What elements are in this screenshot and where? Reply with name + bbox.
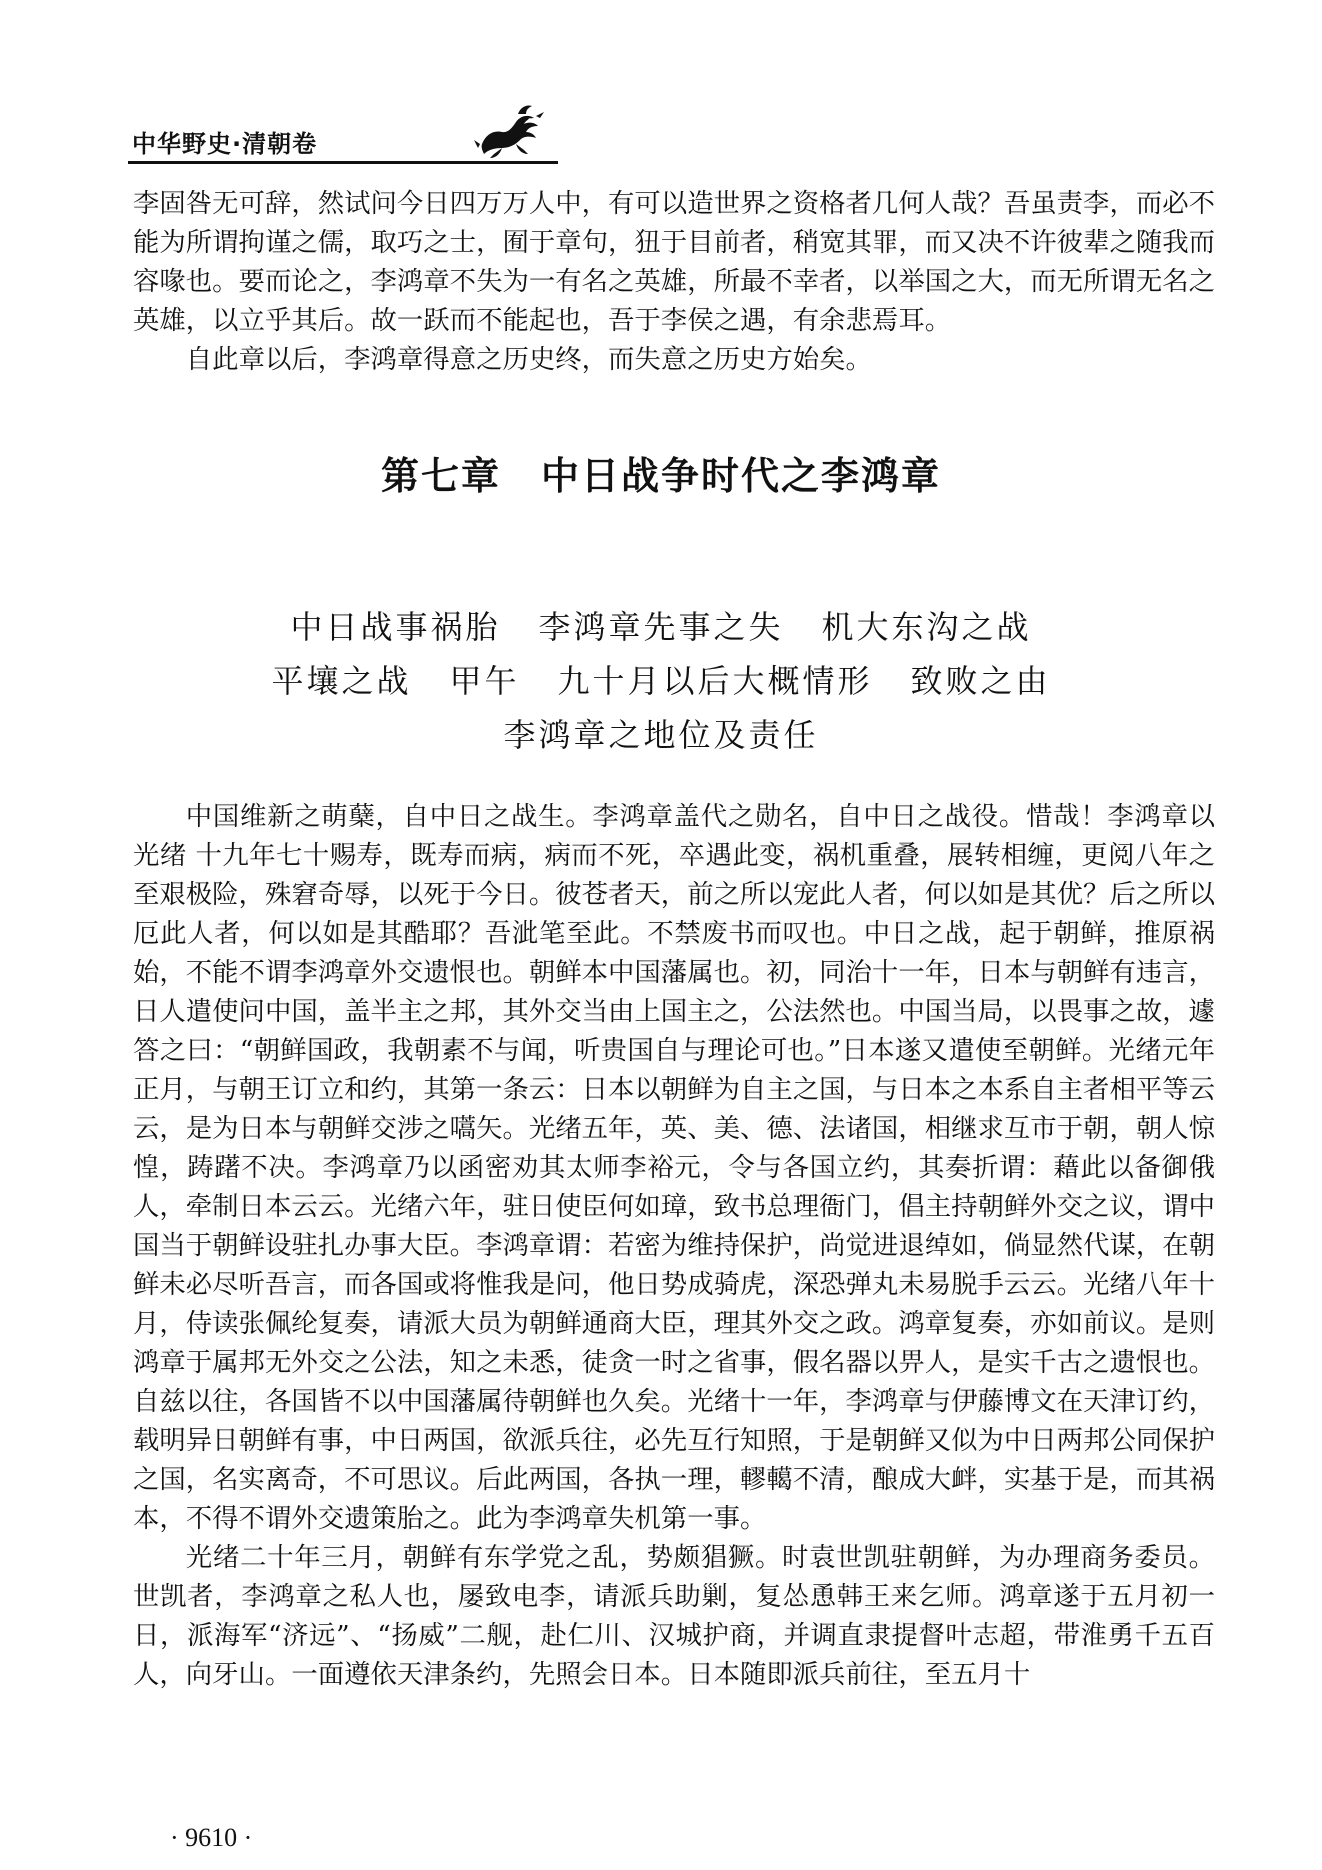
dragon-emblem-icon <box>472 100 552 162</box>
body-text <box>133 797 1215 1694</box>
subtitle-line-1 <box>0 600 1322 654</box>
subtitle-item: 九十月以后大概情形 <box>557 662 873 700</box>
body-paragraph-2: 光绪二十年三月，朝鲜有东学党之乱，势颇猖獗。时袁世凯驻朝鲜，为办理商务委员。世凯者，李鸿章之私人也，屡致电李，请派兵助剿，复怂恿韩王来乞师。鸿章遂于五月初一日，派海军“济远”、“扬威”二舰，赴仁川、汉城护商，并调直隶提督叶志超，带淮勇千五百人，向牙山。一面遵依天津条约，先照会日本。日本随即派兵前往，至五月十 <box>133 1542 1215 1690</box>
subtitle-item: 李鸿章先事之失 <box>538 608 784 646</box>
book-title: 中华野史·清朝卷 <box>132 130 318 158</box>
intro-paragraph-1: 李固咎无可辞，然试问今日四万万人中，有可以造世界之资格者几何人哉？吾虽责李，而必不能为所谓拘谨之儒，取巧之士，囿于章句，狃于目前者，稍宽其罪，而又决不许彼辈之随我而容喙也。要而论之，李鸿章不失为一有名之英雄，所最不幸者，以举国之大，而无所谓无名之英雄，以立乎其后。故一跃而不能起也，吾于李侯之遇，有余悲焉耳。 <box>133 188 1216 336</box>
body-paragraph-1: 中国维新之萌蘖，自中日之战生。李鸿章盖代之勋名，自中日之战役。惜哉！李鸿章以光绪 十九年七十赐寿，既寿而病，病而不死，卒遇此变，祸机重叠，展转相缠，更阅八年之至艰极险，殊窘奇辱，以死于今日。彼苍者天，前之所以宠此人者，何以如是其优？后之所以厄此人者，何以如是其酷耶？吾泚笔至此。不禁废书而叹也。中日之战，起于朝鲜，推原祸始，不能不谓李鸿章外交遗恨也。朝鲜本中国藩属也。初，同治十一年，日本与朝鲜有违言，日人遣使问中国，盖半主之邦，其外交当由上国主之，公法然也。中国当局，以畏事之故，遽答之曰：“朝鲜国政，我朝素不与闻，听贵国自与理论可也。”日本遂又遣使至朝鲜。光绪元年正月，与朝王订立和约，其第一条云：日本以朝鲜为自主之国，与日本之本系自主者相平等云云，是为日本与朝鲜交涉之嚆矢。光绪五年，英、美、德、法诸国，相继求互市于朝，朝人惊惶，踌躇不决。李鸿章乃以函密劝其太师李裕元，令与各国立约，其奏折谓：藉此以备御俄人，牵制日本云云。光绪六年，驻日使臣何如璋，致书总理衙门，倡主持朝鲜外交之议，谓中国当于朝鲜设驻扎办事大臣。李鸿章谓：若密为维持保护，尚觉进退绰如，倘显然代谋，在朝鲜未必尽听吾言，而各国或将惟我是问，他日势成骑虎，深恐弹丸未易脱手云云。光绪八年十月，侍读张佩纶复奏，请派大员为朝鲜通商大臣，理其外交之政。鸿章复奏，亦如前议。是则鸿章于属邦无外交之公法，知之未悉，徒贪一时之省事，假名器以畀人，是实千古之遗恨也。自兹以往，各国皆不以中国藩属待朝鲜也久矣。光绪十一年，李鸿章与伊藤博文在天津订约，载明异日朝鲜有事，中日两国，欲派兵往，必先互行知照，于是朝鲜又似为中日两邦公同保护之国，名实离奇，不可思议。后此两国，各执一理，轇轕不清，酿成大衅，实基于是，而其祸本，不得不谓外交遗策胎之。此为李鸿章失机第一事。 <box>133 801 1216 1534</box>
subtitle-line-2 <box>0 654 1322 708</box>
subtitle-item: 中日战事祸胎 <box>290 608 501 646</box>
intro-paragraph-2: 自此章以后，李鸿章得意之历史终，而失意之历史方始矣。 <box>185 344 872 375</box>
subtitle-item: 甲午 <box>449 662 520 700</box>
subtitle-item: 致败之由 <box>910 662 1051 700</box>
chapter-title: 第七章 中日战争时代之李鸿章 <box>380 454 941 498</box>
subtitle-item: 平壤之战 <box>271 662 412 700</box>
chapter-subtitles <box>0 600 1322 762</box>
subtitle-item: 李鸿章之地位及责任 <box>503 716 819 754</box>
subtitle-item: 机大东沟之战 <box>821 608 1032 646</box>
subtitle-line-3 <box>0 708 1322 762</box>
intro-text <box>133 184 1215 379</box>
page-number: · 9610 · <box>170 1823 253 1852</box>
